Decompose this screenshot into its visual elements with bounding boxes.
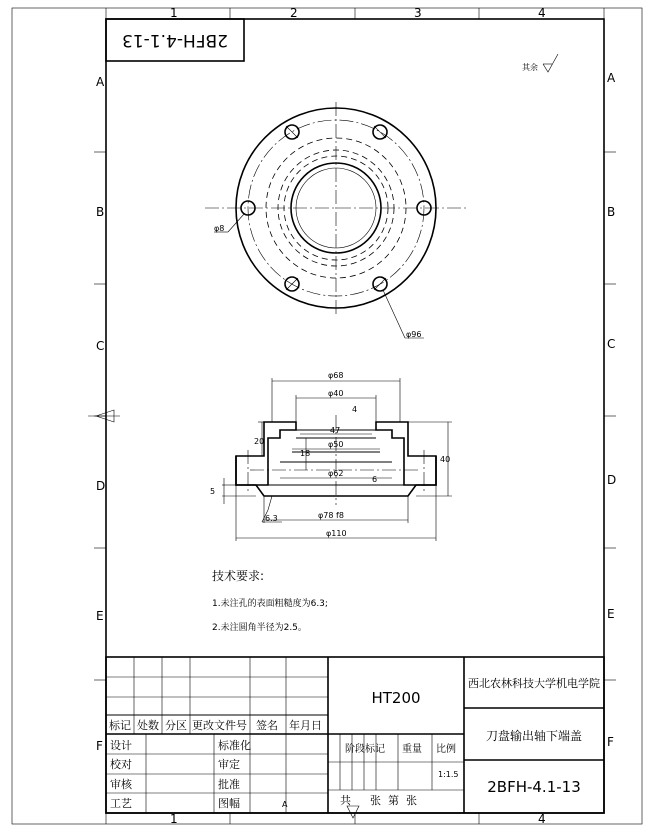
grid-bottom-4: 4 xyxy=(538,812,546,826)
grid-right-e: E xyxy=(607,607,615,621)
row-check: 校对 xyxy=(110,758,132,771)
hdr-count: 处数 xyxy=(137,719,159,732)
grid-right-a: A xyxy=(607,71,616,85)
dim-hole: φ8 xyxy=(214,224,225,233)
hdr-sign: 签名 xyxy=(256,719,278,732)
grid-top-3: 3 xyxy=(414,6,422,20)
sheets-unit-1: 张 xyxy=(370,794,381,807)
row-process: 工艺 xyxy=(110,797,132,810)
scale-label: 比例 xyxy=(436,744,456,755)
hdr-zone: 分区 xyxy=(165,719,187,732)
dim-d47: 47 xyxy=(330,426,341,435)
drawing-number: 2BFH-4.1-13 xyxy=(487,778,581,796)
weight-label: 重量 xyxy=(402,744,422,755)
grid-right-b: B xyxy=(607,205,616,219)
inner-frame xyxy=(106,19,604,813)
roughness-note-text: 其余 xyxy=(522,63,538,72)
hdr-change: 更改文件号 xyxy=(192,719,247,732)
grid-top-2: 2 xyxy=(290,6,298,20)
dim-h6: 6 xyxy=(372,475,378,484)
scale-value: 1:1.5 xyxy=(438,770,459,779)
dim-d110: φ110 xyxy=(326,529,347,538)
dim-rough: 6.3 xyxy=(265,514,278,523)
grid-left-f: F xyxy=(96,739,103,753)
tech-title: 技术要求: xyxy=(212,569,265,583)
row-standard: 标准化 xyxy=(218,739,251,752)
grid-left-a: A xyxy=(96,75,105,89)
row-approve: 批准 xyxy=(218,778,240,791)
grid-bottom-1: 1 xyxy=(170,812,178,826)
tech-item-2: 2.未注圆角半径为2.5。 xyxy=(212,623,307,633)
grid-top-1: 1 xyxy=(170,6,178,20)
material: HT200 xyxy=(371,689,421,707)
row-size: 图幅 xyxy=(218,797,240,810)
hdr-mark: 标记 xyxy=(109,719,131,732)
grid-right-d: D xyxy=(607,473,617,487)
dim-d50: φ50 xyxy=(328,440,344,449)
dim-h40: 40 xyxy=(440,455,451,464)
tech-item-1: 1.未注孔的表面粗糙度为6.3; xyxy=(212,599,328,609)
dim-h4: 4 xyxy=(352,405,358,414)
top-view xyxy=(205,102,468,339)
dim-d78: φ78 f8 xyxy=(318,511,344,520)
school-name: 西北农林科技大学机电学院 xyxy=(468,677,600,690)
part-name: 刀盘输出轴下端盖 xyxy=(485,729,583,743)
sheets-num-label: 第 xyxy=(388,794,399,807)
grid-right-f: F xyxy=(607,735,614,749)
row-design: 设计 xyxy=(110,739,132,752)
grid-left-e: E xyxy=(96,609,104,623)
roughness-note xyxy=(522,54,558,72)
dim-h5: 5 xyxy=(210,487,216,496)
dim-h20: 20 xyxy=(254,437,265,446)
hdr-date: 年月日 xyxy=(289,719,322,732)
dim-d68: φ68 xyxy=(328,371,344,380)
grid-top-4: 4 xyxy=(538,6,546,20)
stage-label: 阶段标记 xyxy=(345,744,385,755)
row-review: 审核 xyxy=(110,778,132,791)
row-approve-check: 审定 xyxy=(218,758,240,771)
grid-left-d: D xyxy=(96,479,106,493)
zone-ticks xyxy=(88,8,616,824)
sheets-unit-2: 张 xyxy=(406,794,417,807)
dim-h18: 18 xyxy=(300,449,311,458)
dim-bolt-circle: φ96 xyxy=(406,330,422,339)
rotated-drawing-number: 2BFH-4.1-13 xyxy=(122,30,228,50)
grid-right-c: C xyxy=(607,337,616,351)
grid-left-b: B xyxy=(96,205,105,219)
grid-left-c: C xyxy=(96,339,105,353)
sheets-total-label: 共 xyxy=(340,794,351,807)
dim-d62: φ62 xyxy=(328,469,344,478)
section-view xyxy=(210,371,452,541)
size-value: A xyxy=(282,800,288,809)
dim-d40: φ40 xyxy=(328,389,344,398)
